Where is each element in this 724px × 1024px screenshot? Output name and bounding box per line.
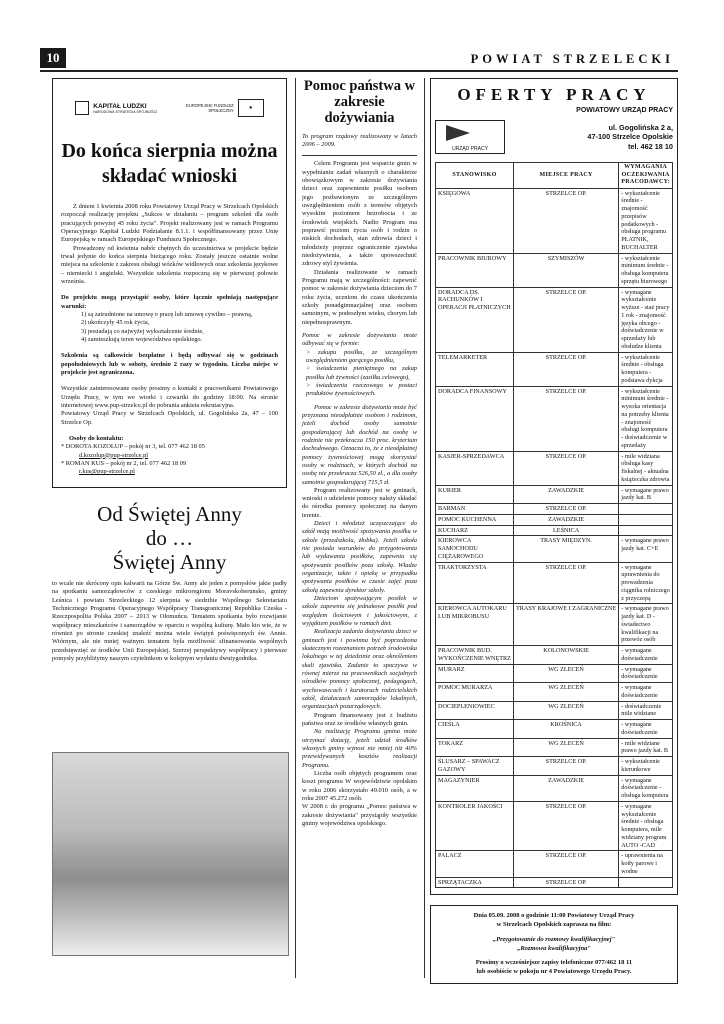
requirements-cell: - wykształcenie kierunkowe bbox=[619, 757, 673, 776]
lead: To program rządowy realizowany w latach 2006 – 2009. bbox=[302, 132, 417, 149]
urzad-pracy-logo bbox=[435, 120, 505, 154]
job-title-cell: KASJER-SPRZEDAWCA bbox=[436, 451, 514, 485]
requirements-cell: - wykształcenie średnie - obsługa komputera - podstawa dykcja bbox=[619, 352, 673, 386]
film-title: „Przygotowanie do rozmowy kwalifikacyjnej" bbox=[492, 935, 616, 943]
column-header: WYMAGANIA OCZEKIWANIA PRACODAWCY: bbox=[619, 163, 673, 189]
paragraph: Realizacja zadania dożywiania dzieci w gminach jest i powinna być poprzedzona skutecznym rozeznaniem potrzeb środowiska lokalnego w tej dziedzinie oraz określeniem skali zjawiska. Zadanie to spoczywa w równej mierze na pracownikach socjalnych ośrodków pomocy społecznej, pedagogach, wychowawcach i kuratorach rodzicielskich szkół, działaczach samorządów lokalnych, organizacjach pozarządowych. bbox=[302, 628, 417, 711]
job-title-cell: MAGAZYNIER bbox=[436, 775, 514, 801]
film-announcement bbox=[430, 905, 678, 984]
table-header-row bbox=[436, 163, 673, 189]
table-body bbox=[436, 188, 673, 888]
workplace-cell: STRZELCE OP. bbox=[513, 851, 618, 877]
workplace-cell: TRASY MIĘDZYN. bbox=[513, 536, 618, 562]
table-row bbox=[436, 801, 673, 851]
workplace-cell: STRZELCE OP. bbox=[513, 757, 618, 776]
announcement-line: lub osobiście w pokoju nr 4 Powiatowego Urzędu Pracy. bbox=[476, 968, 632, 976]
requirements-cell: - wymagane uprawnienia do prowadzenia ciągnika rolniczego z przyczepą bbox=[619, 562, 673, 604]
table-row bbox=[436, 877, 673, 888]
table-row bbox=[436, 536, 673, 562]
workplace-cell: WG ZLECEŃ bbox=[513, 664, 618, 683]
announcement-line: Prosimy o wcześniejsze zapisy telefoniczne 077/462 18 11 bbox=[475, 959, 633, 967]
table-row bbox=[436, 562, 673, 604]
job-offers-box bbox=[430, 78, 678, 895]
offers-header-row bbox=[435, 120, 673, 154]
workplace-cell: STRZELCE OP. bbox=[513, 562, 618, 604]
paragraph: Do projektu mogą przystąpić osoby, które łącznie spełniają następujące warunki: bbox=[61, 294, 278, 310]
logo-label: URZĄD PRACY bbox=[452, 146, 488, 152]
paragraph: Z dniem 1 kwietnia 2008 roku Powiatowy Urząd Pracy w Strzelcach Opolskich rozpoczął realizację projektu „Sukces w działaniu – program szkoleń dla osób pracujących powyżej 45 roku życia". Projekt realizowany jest w ramach Programu Operacyjnego Kapitał Ludzki Podziałanie 8.1.1. i współfinansowany przez Unię Europejską w ramach Europejskiego Funduszu Społecznego. bbox=[61, 203, 278, 244]
workplace-cell: ZAWADZKIE bbox=[513, 485, 618, 504]
requirements-cell bbox=[619, 877, 673, 888]
article-title-line: Świętej Anny bbox=[112, 549, 227, 574]
column-divider-1 bbox=[295, 78, 296, 978]
requirements-cell: - wymagane doświadczenie bbox=[619, 720, 673, 739]
table-row bbox=[436, 287, 673, 352]
offers-title: OFERTY PRACY bbox=[457, 85, 651, 104]
workplace-cell: SZYMISZÓW bbox=[513, 253, 618, 287]
middle-column bbox=[302, 78, 417, 828]
job-title-cell: BARMAN bbox=[436, 504, 514, 515]
job-title-cell: KSIĘGOWA bbox=[436, 188, 514, 253]
table-row bbox=[436, 514, 673, 525]
arrow-icon bbox=[446, 125, 470, 141]
eu-fund-logo bbox=[186, 99, 264, 117]
paragraph: Celem Programu jest wsparcie gmin w wypełnianiu zadań własnych o charakterze obowiązkowym w zakresie dożywiania dzieci oraz zapewnienie posiłku osobom jego pozbawionym ze szczególnym uwzględnieniem osób z terenów objętych wysokim poziomem bezrobocia i ze środowisk wiejskich. Nadto Program ma poprawić poziom życia osób i rodzin o niskich dochodach, stan zdrowia dzieci i młodzieży poprzez ograniczenie zjawiska niedożywienia, a także upowszechnić zdrowy styl żywienia. bbox=[302, 160, 417, 268]
requirements-cell: - wymagane prawo jazdy kat. B bbox=[619, 485, 673, 504]
workplace-cell: LEŚNICA bbox=[513, 525, 618, 536]
workplace-cell: STRZELCE OP. bbox=[513, 386, 618, 451]
workplace-cell: WG ZLECEŃ bbox=[513, 683, 618, 702]
table-row bbox=[436, 485, 673, 504]
article-title-line: do … bbox=[145, 525, 194, 550]
page-number: 10 bbox=[40, 48, 66, 68]
paragraph: to wcale nie skrócony opis kalwarii na Górze Św. Anny ale jeden z pomysłów jakie padły na spotkaniu samorządowców z czeskiego mikroregionu Moravskoberunsko, gminy Leśnica i powiatu Strzeleckiego 12 sierpnia w siedzibie Wspólnego Sekretariatu Technicznego Programu Operacyjnego Współpracy Transgranicznej Republika Czeska - Rzeczpospolita Polska 2007 – 2013 w Ołomuńcu. Tematem spotkania było rozwijanie współpracy mieszkańców i samorządów w oparciu o wspólną kulturę. Mało kto wie, że w również po stronie czeskiej znaleźć można wiele świątyń poświęconych św. Annie. Wtórnym, ale nie mniej ważnym tematem była możliwość sfinansowania wspólnych przedsięwzięć ze środków Unii Europejskiej. Szerzej perspektywy współpracy i pierwsze pomysły przybliżymy naszym czytelnikom w kolejnym wydaniu dwutygodnika. bbox=[52, 579, 287, 662]
job-title-cell: KUCHARZ bbox=[436, 525, 514, 536]
requirements-cell bbox=[619, 525, 673, 536]
conditions-list bbox=[61, 311, 278, 344]
requirements-cell: - wymagane wykształcenie wyższe - staż pracy 1 rok - znajomość języka obcego - doświadczenie w sprzedaży lub obsłudze klienta bbox=[619, 287, 673, 352]
table-row bbox=[436, 386, 673, 451]
requirements-cell: - wymagane prawo jazdy kat. C+E bbox=[619, 536, 673, 562]
workplace-cell: KROŚNICA bbox=[513, 720, 618, 739]
table-row bbox=[436, 604, 673, 646]
right-column bbox=[430, 78, 678, 984]
requirements-cell: - wymagane wykształcenie średnie - obsługa komputera, mile widziany program AUTO -CAD bbox=[619, 801, 673, 851]
job-title-cell: POMOC MURARZA bbox=[436, 683, 514, 702]
job-title-cell: TOKARZ bbox=[436, 738, 514, 757]
table-row bbox=[436, 188, 673, 253]
logo-bar bbox=[61, 87, 278, 129]
address-line: ul. Gogolińska 2 a, bbox=[608, 123, 673, 133]
requirements-cell: - mile widziane prawo jazdy kat. B bbox=[619, 738, 673, 757]
address-line: 47-100 Strzelce Opolskie bbox=[587, 132, 673, 142]
requirements-cell: - wymagane prawo jazdy kat. D - świadectwo kwalifikacji na przewóz osób bbox=[619, 604, 673, 646]
requirements-cell: - wykształcenie średnie - znajomość przepisów podatkowych - obsługa programu PŁATNIK, BUCHALTER bbox=[619, 188, 673, 253]
paragraph: W 2008 r. do programu „Pomoc państwa w zakresie dożywiania" przystąpiły wszystkie gminy województwa opolskiego. bbox=[302, 803, 417, 827]
article-wnioski bbox=[52, 78, 287, 488]
paragraph: Dzieciom spożywającym posiłek w szkole zapewnia się jednakowe posiłki pod względem ilościowym i jakościowym, z wyjątkiem posiłków w ramach diet. bbox=[302, 595, 417, 628]
requirements-cell: - uprawnienia na kotły parowe i wodne bbox=[619, 851, 673, 877]
paragraph: Program finansowany jest z budżetu państwa oraz ze środków własnych gmin. bbox=[302, 711, 417, 728]
paragraph: Szkolenia są całkowicie bezpłatne i będą odbywać się w godzinach popołudniowych lub w soboty, średnio 2 razy w tygodniu. Liczba miejsc w projekcie jest ograniczona. bbox=[61, 352, 278, 376]
kl-emblem-icon bbox=[75, 101, 89, 115]
table-row bbox=[436, 504, 673, 515]
list-item: > świadczenia pieniężnego na zakup posiłku lub żywności (zasiłku celowego), bbox=[306, 365, 417, 381]
requirements-cell: - mile widziana obsługa kasy fiskalnej - aktualna książeczka zdrowia bbox=[619, 451, 673, 485]
table-row bbox=[436, 701, 673, 720]
job-title-cell: TRAKTORZYSTA bbox=[436, 562, 514, 604]
job-title-cell: DOCIEPLENIOWIEC bbox=[436, 701, 514, 720]
offers-subtitle: POWIATOWY URZĄD PRACY bbox=[576, 107, 673, 114]
job-title-cell: DORADCA DS. RACHUNKÓW I OPERACJI PŁATNICZYCH bbox=[436, 287, 514, 352]
requirements-cell: - wykształcenie minimum średnie - wysoka orientacja na potrzeby klienta - znajomość obsługi komputera - doświadczenie w sprzedaży bbox=[619, 386, 673, 451]
list-item: 3) posiadają co najwyżej wykształcenie średnie, bbox=[81, 327, 204, 335]
paragraph: Powiatowy Urząd Pracy w Strzelcach Opolskich, ul. Gogolińska 2a, 47 – 100 Strzelce Op. bbox=[61, 410, 278, 426]
workplace-cell: KOLONOWSKIE bbox=[513, 646, 618, 665]
contact-line: * DOROTA KOZOLUP – pokój nr 3, tel. 077 462 18 05 bbox=[61, 443, 205, 451]
contact-email[interactable]: r.kus@pup-strzelce.pl bbox=[79, 468, 135, 476]
table-row bbox=[436, 253, 673, 287]
workplace-cell: STRZELCE OP. bbox=[513, 801, 618, 851]
job-title-cell: KIEROWCA AUTOKARU LUB MIKROBUSU bbox=[436, 604, 514, 646]
requirements-cell: - doświadczenie mile widziane bbox=[619, 701, 673, 720]
list-item: > zakupu posiłku, ze szczególnym uwzględnieniem gorącego posiłku, bbox=[306, 348, 417, 364]
kl-subtitle: NARODOWA STRATEGIA SPÓJNOŚCI bbox=[93, 109, 158, 114]
header-rule bbox=[40, 70, 678, 72]
article-title: Do końca sierpnia można składać wnioski bbox=[61, 140, 278, 187]
list-item: 4) zamieszkują teren województwa opolskiego. bbox=[81, 335, 203, 343]
workplace-cell: STRZELCE OP. bbox=[513, 352, 618, 386]
requirements-cell: - wymagane doświadczenie bbox=[619, 683, 673, 702]
paragraph: Wszystkie zainteresowane osoby prosimy o kontakt z pracownikami Powiatowego Urzędu Pracy, w tym we wtorki i czwartki do godziny 18:00. Na stronie internetowej www.pup-strzelce.pl do pobrania ankieta rekrutacyjna. bbox=[61, 385, 278, 409]
job-title-cell: KONTROLER JAKOŚCI bbox=[436, 801, 514, 851]
office-address bbox=[505, 123, 673, 150]
requirements-cell: - wymagane doświadczenie bbox=[619, 664, 673, 683]
requirements-cell bbox=[619, 504, 673, 515]
job-title-cell: DORADCA FINANSOWY bbox=[436, 386, 514, 451]
table-row bbox=[436, 851, 673, 877]
paragraph: Liczba osób objętych programem oraz koszt programu W województwie opolskim w roku 2006 skorzystało 49.010 osób, a w roku 2007 45.272 osób. bbox=[302, 769, 417, 802]
table-row bbox=[436, 757, 673, 776]
kl-title: KAPITAŁ LUDZKI bbox=[93, 102, 147, 110]
film-title: „Rozmowa kwalifikacyjna" bbox=[517, 944, 591, 952]
table-row bbox=[436, 738, 673, 757]
paragraph: Dzieci i młodzież uczęszczające do szkół mają możliwość spożywania posiłku w szkole (przedszkolu, żłobku). Jeżeli szkoła nie posiada warunków do przygotowania lub wydawania posiłków, zapewnia się spożywanie posiłków poza szkołą. Władze organizacje, także i opiekę w przypadku spożywania posiłków w czasie zajęć poza szkołą zapewnia dyrektor szkoły. bbox=[302, 520, 417, 594]
job-title-cell: TELEMARKETER bbox=[436, 352, 514, 386]
paragraph: Pomoc w zakresie dożywiania może odbywać się w formie: bbox=[302, 331, 417, 348]
job-title-cell: CIEŚLA bbox=[436, 720, 514, 739]
article-sw-anny bbox=[52, 502, 287, 664]
table-row bbox=[436, 352, 673, 386]
paragraph: Na realizację Programu gmina może otrzymać dotację, jeżeli udział środków własnych gminy wynosi nie mniej niż 40% przewidywanych kosztów realizacji Programu. bbox=[302, 728, 417, 769]
paragraph: Prowadzony od kwietnia nabór chętnych do uczestnictwa w projekcie będzie trwał jedynie do końca sierpnia bieżącego roku. Zostały jeszcze ostatnie wolne miejsca na szkolenie z zakresu obsługi wózków widłowych oraz szkolenia językowe – niemiecki i angielski. Wszystkie szkolenia rozpoczną się w pierwszej połowie września. bbox=[61, 244, 278, 285]
table-row bbox=[436, 451, 673, 485]
workplace-cell: STRZELCE OP. bbox=[513, 287, 618, 352]
eu-fund-text: EUROPEJSKI FUNDUSZ SPOŁECZNY bbox=[186, 102, 234, 113]
list-item: > świadczenia rzeczowego w postaci produktów żywnościowych. bbox=[306, 381, 417, 398]
article-title-line: Od Świętej Anny bbox=[97, 501, 242, 526]
table-row bbox=[436, 683, 673, 702]
paragraph: Pomoc w zakresie dożywiania może być przyznana nieodpłatnie osobom i rodzinom, jeżeli dochód osoby samotnie gospodarującej lub dochód na osobę w rodzinie nie przekracza 150 proc. kryterium dochodowego. Oznacza to, że z nieodpłatnej pomocy żywnościowej mogą skorzystać osoby w rodzinach, w których dochód na osobę nie przekracza 526,50 zł., a dla osoby samotnie gospodarującej 715,5 zł. bbox=[302, 403, 417, 486]
workplace-cell: ZAWADZKIE bbox=[513, 775, 618, 801]
contact-email[interactable]: d.kozolup@pup-strzelce.pl bbox=[79, 451, 149, 459]
contact-title: Osoby do kontaktu: bbox=[69, 434, 124, 442]
job-title-cell: PRACOWNIK BUD. WYKOŃCZENIE WNĘTRZ bbox=[436, 646, 514, 665]
job-title-cell: PALACZ bbox=[436, 851, 514, 877]
section-header: POWIAT STRZELECKI bbox=[470, 52, 674, 66]
job-title-cell: MURARZ bbox=[436, 664, 514, 683]
requirements-cell: - wymagane doświadczenie bbox=[619, 646, 673, 665]
job-title-cell: SPRZĄTACZKA bbox=[436, 877, 514, 888]
job-offers-table bbox=[435, 162, 673, 888]
job-title-cell: POMOC KUCHENNA bbox=[436, 514, 514, 525]
left-column bbox=[52, 78, 287, 663]
job-title-cell: KURIER bbox=[436, 485, 514, 504]
table-row bbox=[436, 775, 673, 801]
requirements-cell bbox=[619, 514, 673, 525]
announcement-line: w Strzelcach Opolskich zaprasza na film: bbox=[496, 921, 612, 929]
table-row bbox=[436, 646, 673, 665]
kapital-ludzki-logo bbox=[75, 101, 157, 115]
contact-line: * ROMAN KUS – pokój nr 2, tel. 077 462 18 09 bbox=[61, 459, 187, 467]
workplace-cell: TRASY KRAJOWE I ZAGRANICZNE bbox=[513, 604, 618, 646]
address-line: tel. 462 18 10 bbox=[627, 141, 673, 151]
paragraph: Program realizowany jest w gminach, wnioski o udzielenie pomocy należy składać do ośrodka pomocy społecznej na danym terenie. bbox=[302, 486, 417, 519]
workplace-cell: STRZELCE OP. bbox=[513, 877, 618, 888]
column-divider-2 bbox=[424, 78, 425, 978]
column-header: STANOWISKO bbox=[436, 163, 514, 189]
list-item: 2) ukończyły 45 rok życia, bbox=[81, 319, 150, 327]
job-title-cell: PRACOWNIK BIUROWY bbox=[436, 253, 514, 287]
paragraph: Działania realizowane w ramach Programu mają w szczególności: zapewnić pomoc w zakresie dożywiania dzieciom do 7 roku życia, uczniom do czasu ukończenia szkoły ponadgimnazjalnej oraz osobom samotnym, w podeszłym wieku, chorym lub niepełnosprawnym. bbox=[302, 268, 417, 326]
announcement-line: Dnia 05.09. 2008 o godzinie 11:00 Powiatowy Urząd Pracy bbox=[473, 912, 635, 920]
meeting-photo bbox=[52, 752, 289, 956]
workplace-cell: WG ZLECEŃ bbox=[513, 701, 618, 720]
article-title: Pomoc państwa w zakresie dożywiania bbox=[303, 78, 416, 127]
workplace-cell: STRZELCE OP. bbox=[513, 188, 618, 253]
workplace-cell: STRZELCE OP. bbox=[513, 504, 618, 515]
table-row bbox=[436, 720, 673, 739]
requirements-cell: - wymagane doświadczenie - obsługa komputera bbox=[619, 775, 673, 801]
table-row bbox=[436, 525, 673, 536]
job-title-cell: ŚLUSARZ – SPAWACZ GAZOWY bbox=[436, 757, 514, 776]
article-body bbox=[302, 155, 417, 828]
job-title-cell: KIEROWCA SAMOCHODU CIĘŻAROWEGO bbox=[436, 536, 514, 562]
eu-flag-icon: ★ bbox=[238, 99, 264, 117]
list-item: 1) są zatrudnione na umowę o pracę lub umowę cywilno – prawną, bbox=[81, 310, 253, 318]
workplace-cell: STRZELCE OP. bbox=[513, 451, 618, 485]
workplace-cell: ZAWADZKIE bbox=[513, 514, 618, 525]
requirements-cell: - wykształcenie minimum średnie - obsługa komputera sprzętu biurowego bbox=[619, 253, 673, 287]
table-row bbox=[436, 664, 673, 683]
column-header: MIEJSCE PRACY bbox=[513, 163, 618, 189]
workplace-cell: WG ZLECEŃ bbox=[513, 738, 618, 757]
